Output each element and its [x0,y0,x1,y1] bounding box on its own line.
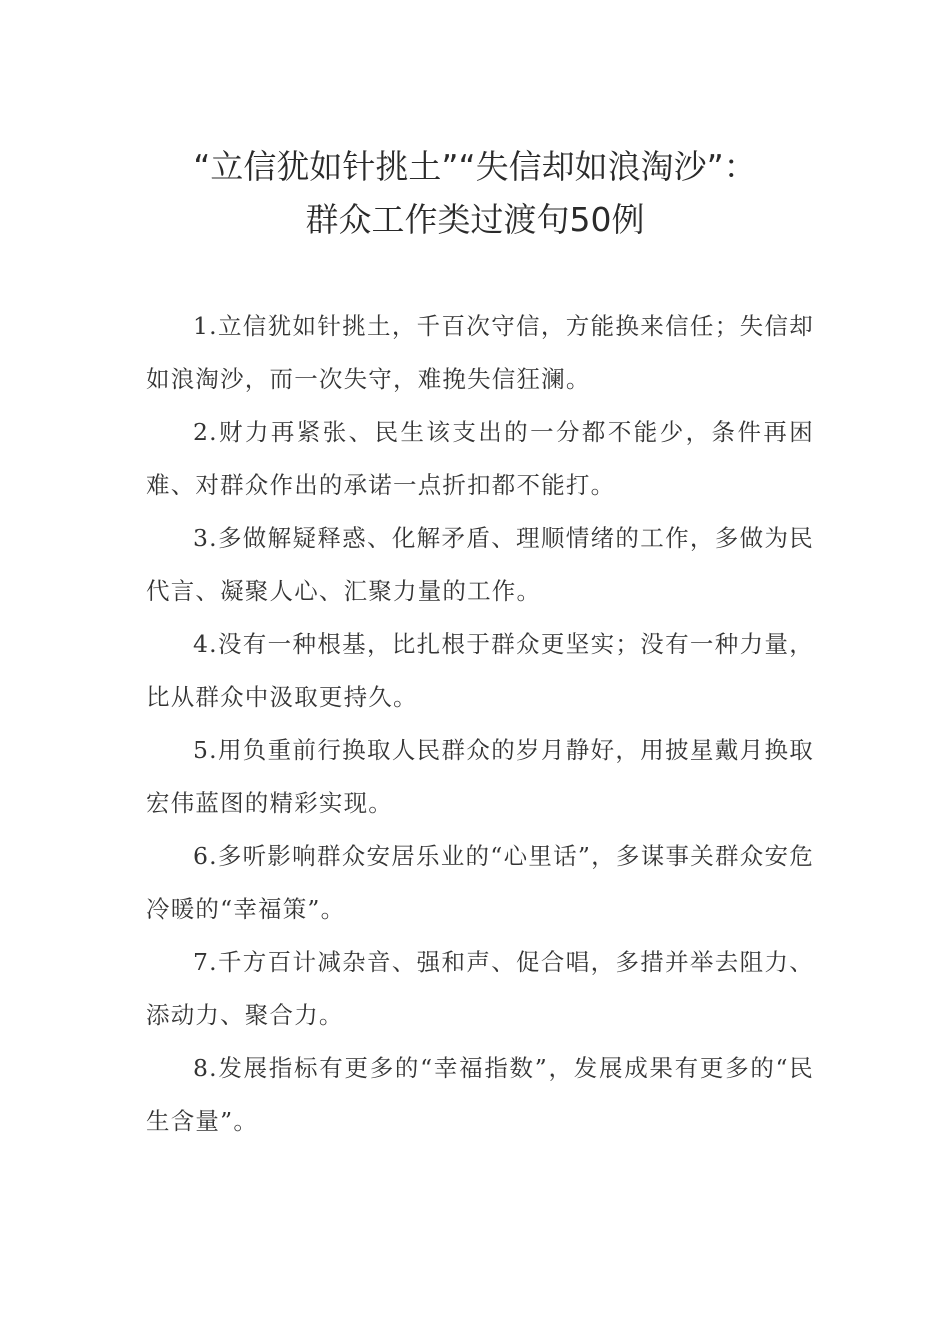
document-body [146,300,814,1148]
paragraph-8: 8.发展指标有更多的“幸福指数”，发展成果有更多的“民生含量”。 [146,1054,814,1135]
paragraph-4: 4.没有一种根基，比扎根于群众更坚实；没有一种力量，比从群众中汲取更持久。 [146,630,814,711]
page-title [140,140,810,246]
title-line-2: 群众工作类过渡句50例 [305,200,645,239]
paragraph-6: 6.多听影响群众安居乐业的“心里话”，多谋事关群众安危冷暖的“幸福策”。 [146,842,814,923]
paragraph-3: 3.多做解疑释惑、化解矛盾、理顺情绪的工作，多做为民代言、凝聚人心、汇聚力量的工作。 [146,524,814,605]
paragraph-7: 7.千方百计减杂音、强和声、促合唱，多措并举去阻力、添动力、聚合力。 [146,948,814,1029]
title-line-1: “立信犹如针挑土”“失信却如浪淘沙”： [193,147,757,186]
paragraph-1: 1.立信犹如针挑土，千百次守信，方能换来信任；失信却如浪淘沙，而一次失守，难挽失信狂澜。 [146,312,814,393]
paragraph-5: 5.用负重前行换取人民群众的岁月静好，用披星戴月换取宏伟蓝图的精彩实现。 [146,736,814,817]
paragraph-2: 2.财力再紧张、民生该支出的一分都不能少，条件再困难、对群众作出的承诺一点折扣都不能打。 [146,418,814,499]
